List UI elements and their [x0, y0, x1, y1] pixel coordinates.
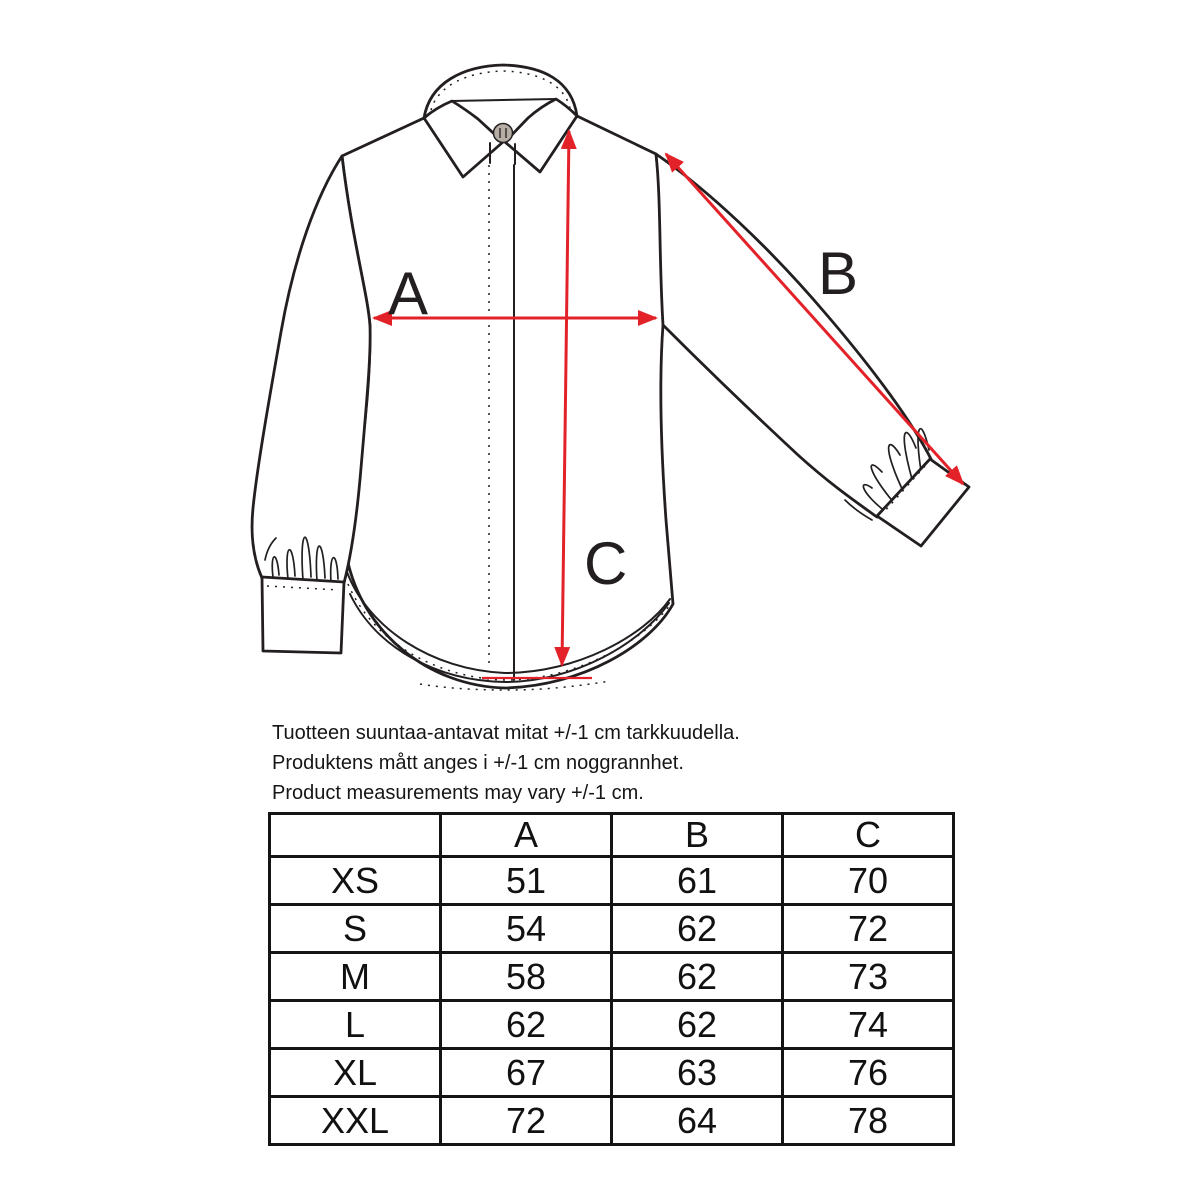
table-header-row — [270, 814, 954, 857]
label-b: B — [818, 240, 859, 307]
header-b-cell: B — [612, 814, 783, 857]
size-table — [268, 812, 955, 1146]
label-c: C — [584, 530, 628, 597]
value-a: 67 — [441, 1049, 612, 1097]
collar-stand-line — [452, 99, 556, 101]
header-size-cell — [270, 814, 441, 857]
header-c-cell: C — [783, 814, 954, 857]
size-label: XL — [270, 1049, 441, 1097]
value-b: 61 — [612, 857, 783, 905]
table-row-xxl — [270, 1097, 954, 1145]
table-row-s — [270, 905, 954, 953]
value-b: 62 — [612, 953, 783, 1001]
table-row-xs — [270, 857, 954, 905]
label-a: A — [388, 260, 429, 327]
right-sleeve — [656, 154, 931, 517]
table-row-m — [270, 953, 954, 1001]
collar-button — [494, 124, 513, 143]
value-b: 64 — [612, 1097, 783, 1145]
value-c: 74 — [783, 1001, 954, 1049]
note-swedish: Produktens mått anges i +/-1 cm noggrannhet. — [272, 752, 684, 774]
tolerance-notes — [272, 718, 740, 808]
size-label: L — [270, 1001, 441, 1049]
value-a: 54 — [441, 905, 612, 953]
table-row-l — [270, 1001, 954, 1049]
value-c: 76 — [783, 1049, 954, 1097]
size-label: XS — [270, 857, 441, 905]
value-c: 73 — [783, 953, 954, 1001]
value-a: 72 — [441, 1097, 612, 1145]
value-a: 51 — [441, 857, 612, 905]
value-b: 62 — [612, 1001, 783, 1049]
value-a: 58 — [441, 953, 612, 1001]
value-b: 62 — [612, 905, 783, 953]
left-sleeve — [252, 156, 370, 583]
note-english: Product measurements may vary +/-1 cm. — [272, 782, 644, 804]
left-cuff — [262, 577, 344, 653]
size-label: M — [270, 953, 441, 1001]
note-finnish: Tuotteen suuntaa-antavat mitat +/-1 cm tarkkuudella. — [272, 722, 740, 744]
size-label: XXL — [270, 1097, 441, 1145]
value-c: 78 — [783, 1097, 954, 1145]
value-b: 63 — [612, 1049, 783, 1097]
table-row-xl — [270, 1049, 954, 1097]
value-c: 70 — [783, 857, 954, 905]
value-c: 72 — [783, 905, 954, 953]
size-label: S — [270, 905, 441, 953]
header-a-cell: A — [441, 814, 612, 857]
shirt-body — [342, 116, 673, 688]
value-a: 62 — [441, 1001, 612, 1049]
